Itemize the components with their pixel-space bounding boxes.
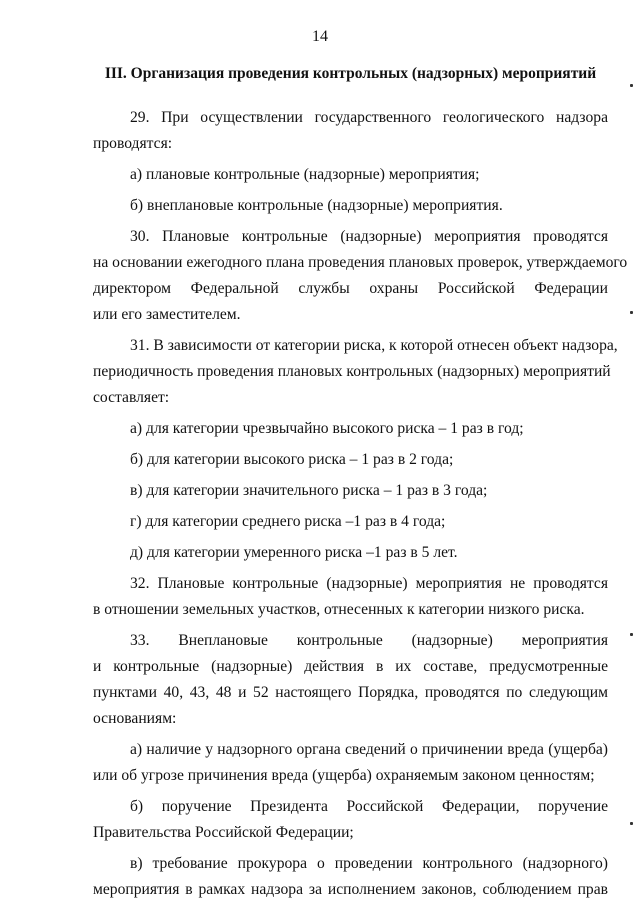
document-body: [93, 105, 628, 903]
text-line: 33. Внеплановые контрольные (надзорные) мероприятия: [130, 632, 608, 649]
text-line: 29. При осуществлении государственного геологического надзора: [130, 109, 608, 126]
paragraph-31-d: г) для категории среднего риска –1 раз в 4 года;: [130, 513, 446, 530]
paragraph-29-a: а) плановые контрольные (надзорные) мероприятия;: [130, 166, 480, 183]
scan-mark: [630, 822, 633, 825]
text-line: 32. Плановые контрольные (надзорные) мероприятия не проводятся: [130, 575, 608, 592]
text-line: периодичность проведения плановых контрольных (надзорных) мероприятий: [93, 363, 611, 380]
section-title: III. Организация проведения контрольных (надзорных) мероприятий: [104, 65, 597, 82]
paragraph-31-a: а) для категории чрезвычайно высокого риска – 1 раз в год;: [130, 420, 524, 437]
text-line: в отношении земельных участков, отнесенных к категории низкого риска.: [93, 601, 585, 618]
text-line: на основании ежегодного плана проведения плановых проверок, утверждаемого: [93, 254, 628, 271]
paragraph-29: [93, 105, 608, 157]
page-number: 14: [312, 28, 328, 45]
paragraph-29-b: б) внеплановые контрольные (надзорные) мероприятия.: [130, 197, 503, 214]
text-line: в) требование прокурора о проведении контрольного (надзорного): [130, 855, 608, 872]
paragraph-33-c: [93, 851, 608, 903]
text-line: директором Федеральной службы охраны Российской Федерации: [93, 280, 608, 297]
text-line: Правительства Российской Федерации;: [93, 824, 354, 841]
paragraph-33-a: [93, 737, 608, 789]
paragraph-31: [93, 333, 618, 411]
text-line: пунктами 40, 43, 48 и 52 настоящего Порядка, проводятся по следующим: [93, 684, 608, 701]
paragraph-31-b: б) для категории высокого риска – 1 раз в 2 года;: [130, 451, 454, 468]
paragraph-31-e: д) для категории умеренного риска –1 раз в 5 лет.: [130, 544, 458, 561]
paragraph-32: [93, 571, 608, 623]
text-line: составляет:: [93, 389, 170, 406]
text-line: или об угрозе причинения вреда (ущерба) охраняемым законом ценностям;: [93, 767, 595, 784]
text-line: и контрольные (надзорные) действия в их составе, предусмотренные: [93, 658, 608, 675]
scan-mark: [630, 311, 633, 314]
scan-mark: [630, 633, 633, 636]
text-line: мероприятия в рамках надзора за исполнением законов, соблюдением прав: [93, 881, 608, 898]
text-line: б) поручение Президента Российской Федерации, поручение: [130, 798, 608, 815]
text-line: проводятся:: [93, 135, 173, 152]
text-line: основаниям:: [93, 710, 177, 727]
text-line: 30. Плановые контрольные (надзорные) мероприятия проводятся: [130, 228, 608, 245]
text-line: или его заместителем.: [93, 306, 241, 323]
text-line: 31. В зависимости от категории риска, к которой отнесен объект надзора,: [130, 337, 618, 354]
paragraph-31-c: в) для категории значительного риска – 1 раз в 3 года;: [130, 482, 488, 499]
scan-mark: [630, 84, 633, 87]
paragraph-33: [93, 628, 608, 732]
text-line: а) наличие у надзорного органа сведений о причинении вреда (ущерба): [130, 741, 608, 758]
paragraph-30: [93, 224, 628, 328]
paragraph-33-b: [93, 794, 608, 846]
